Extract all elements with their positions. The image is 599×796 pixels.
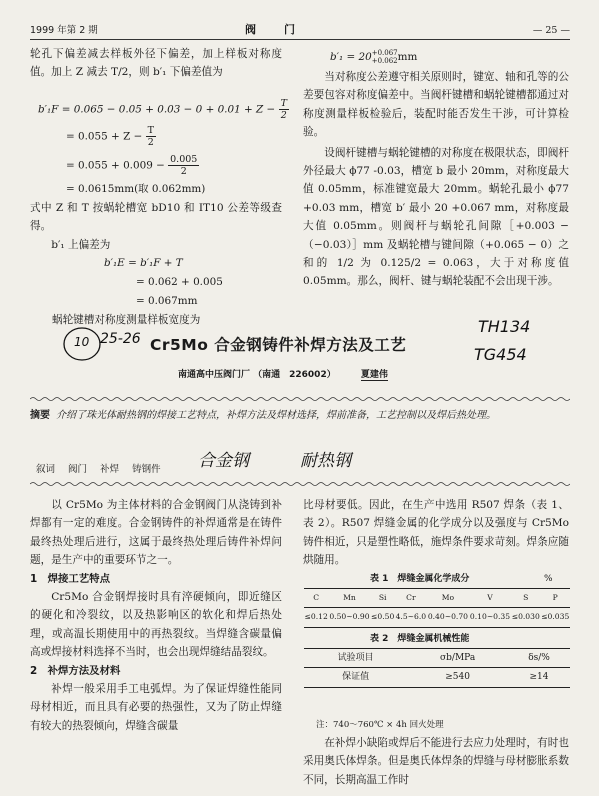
table-cell: ≤0.035	[541, 612, 570, 622]
table-cell: ≤0.030	[511, 612, 540, 622]
author: 夏建伟	[360, 370, 388, 380]
handwritten-number: 10	[74, 335, 90, 349]
left-top-column	[30, 45, 282, 82]
table-header-cell: S	[523, 593, 529, 602]
table-note: 注：740～760℃ × 4h 回火处理	[316, 720, 444, 730]
table-cell: 4.5~6.0	[395, 612, 427, 622]
abstract-text: 介绍了珠光体耐热钢的焊接工艺特点，补焊方法及焊材选择，焊前准备，工艺控制以及焊后热处理。	[56, 410, 496, 421]
issue-label: 1999 年第 2 期	[30, 25, 98, 36]
table-row	[304, 668, 570, 687]
wavy-divider	[30, 481, 570, 487]
equation-line: = 0.062 + 0.005	[136, 276, 223, 288]
paragraph: 式中 Z 和 T 按蜗轮槽宽 bD10 和 IT10 公差等级查得。	[30, 202, 282, 233]
equation-line: = 0.0615mm(取 0.062mm)	[66, 183, 206, 195]
keywords-label: 叙词	[36, 464, 56, 475]
paragraph: 以 Cr5Mo 为主体材料的合金钢阀门从浇铸到补焊都有一定的难度。合金钢铸件的补焊通常是在铸件最终热处理后进行，这属于最终热处理后铸件补焊问题，是生产中的重要环节之一。	[30, 499, 282, 567]
paragraph: 在补焊小缺陷或焊后不能进行去应力处理时，有时也采用奥氏体焊条。但是奥氏体焊条的焊缝与母材膨胀系数不同，长期高温工作时	[303, 737, 569, 786]
keyword: 铸钢件	[132, 464, 161, 475]
keyword: 补焊	[100, 464, 120, 475]
table-cell: ≤0.12	[304, 612, 328, 622]
table-cell: 保证值	[342, 672, 370, 683]
handwritten-class-2: TG454	[474, 345, 527, 364]
table-chemical-composition	[304, 588, 570, 628]
abstract	[30, 406, 570, 426]
section-heading: 1 焊接工艺特点	[30, 572, 110, 585]
paragraph: 比母材要低。因此，在生产中选用 R507 焊条（表 1、表 2）。R507 焊缝金属的化学成分以及强度与 Cr5Mo 铸件相近，只是塑性略低，施焊条件要求苛刻。焊条应随烘随用。	[303, 499, 569, 567]
table2-caption: 表 2 焊缝金属机械性能	[370, 634, 470, 644]
table-mechanical-properties	[304, 648, 570, 688]
table-header-cell: 试验项目	[337, 653, 374, 663]
equation-line: = 0.055 + Z − $\frac{T}{2}$	[66, 125, 154, 148]
paragraph: 蜗轮键槽对称度测量样板宽度为	[52, 314, 201, 326]
header-rule	[30, 39, 570, 40]
table-cell: ≤0.50	[371, 612, 395, 622]
running-header	[30, 22, 570, 38]
handwritten-class-1: TH134	[478, 317, 531, 336]
table1-unit: %	[544, 574, 553, 584]
table-header-cell: Mn	[343, 593, 356, 602]
table-header-cell: Cr	[406, 593, 416, 602]
table1-caption: 表 1 焊缝金属化学成分	[370, 574, 470, 584]
paragraph: 轮孔下偏差减去样板外径下偏差，加上样板对称度值。加上 Z 减去 T/2，则 b′₁ 下偏差值为	[30, 48, 282, 79]
journal-name: 阀 门	[245, 23, 297, 36]
table-header-row	[304, 589, 570, 608]
keyword: 阀门	[68, 464, 88, 475]
table-header-row	[304, 649, 570, 668]
table-cell: 0.50~0.90	[329, 612, 370, 622]
table-header-cell: Si	[378, 593, 387, 602]
handwritten-page-code: 25-26	[100, 331, 141, 347]
keywords-line	[36, 461, 171, 479]
left-top-column-2	[30, 199, 282, 254]
body-right-column	[303, 496, 569, 570]
equation-line: b′₁E = b′₁F + T	[104, 257, 183, 269]
table-header-cell: V	[487, 593, 493, 602]
equation-line: b′₁ = 20 +0.067 +0.062 mm	[330, 49, 418, 65]
table-cell: ≥14	[529, 672, 549, 683]
table-header-cell: Mo	[441, 593, 455, 602]
equation-line: = 0.067mm	[136, 295, 198, 307]
table-header-cell: C	[313, 593, 320, 602]
table-header-cell: P	[552, 593, 558, 602]
article-title: Cr5Mo 合金钢铸件补焊方法及工艺	[150, 336, 407, 354]
affiliation: 南通高中压阀门厂 （南通 226002）	[178, 370, 336, 380]
paragraph: 设阀杆键槽与蜗轮键槽的对称度在极限状态，即阀杆外径最大 ϕ77 -0.03，槽宽 b 最小 20mm，对称度最大值 0.05mm，标准键宽最大 20mm。蜗轮孔最小 ϕ77 +0.03 mm，槽宽 b′ 最小 20 +0.067 mm，对称度最大值 0.05mm。则阀杆与蜗轮孔间隙［+0.003 −（−0.03）］mm 及蜗轮槽与键间隙（+0.065 − 0）之和的 1/2 为 0.125/2 = 0.063，大于对称度值 0.05mm。那么，阀杆、键与蜗轮装配不会出现干涉。	[303, 146, 569, 288]
paragraph: b′₁ 上偏差为	[51, 238, 111, 251]
table-cell: 0.10~0.35	[469, 612, 511, 622]
table-header-cell: δs/%	[528, 653, 550, 663]
body-left-column	[30, 496, 282, 735]
section-heading: 2 补焊方法及材料	[30, 664, 121, 677]
right-top-column	[303, 68, 569, 291]
handwritten-keyword-note: 合金钢	[198, 451, 249, 471]
table-header-cell: σb/MPa	[440, 653, 476, 663]
paragraph: Cr5Mo 合金钢焊接时具有淬硬倾向，即近缝区的硬化和冷裂纹，以及热影响区的软化和焊后热处理，或高温长期使用中的再热裂纹。当焊缝含碳量偏高或焊接材料选择不当时，也会出现焊缝结晶裂纹。	[30, 591, 282, 659]
equation-line: b′₁F = 0.065 − 0.05 + 0.03 − 0 + 0.01 + Z − $\frac{T}{2}$	[38, 98, 287, 121]
paragraph: 当对称度公差遵守相关原则时，键宽、轴和孔等的公差要包容对称度偏差中。当阀杆键槽和蜗轮键槽都通过对称度测量样板检验后，装配时能否发生干涉，可计算检验。	[303, 71, 569, 139]
equation-line: = 0.055 + 0.009 − $\frac{0.005}{2}$	[66, 154, 198, 177]
affiliation-line	[178, 366, 388, 384]
handwritten-keyword-note: 耐热钢	[300, 451, 351, 471]
abstract-label: 摘要	[30, 410, 50, 421]
paragraph: 补焊一般采用手工电弧焊。为了保证焊缝性能同母材相近，而且具有必要的热强性，又为了防止焊缝有较大的热裂倾向，焊缝含碳量	[30, 683, 282, 732]
table-cell: ≥540	[445, 672, 470, 683]
wavy-divider	[30, 396, 570, 402]
body-right-column-2	[303, 734, 569, 789]
table-cell: 0.40~0.70	[427, 612, 468, 622]
page-number: — 25 —	[532, 25, 570, 36]
table-row	[304, 608, 570, 627]
